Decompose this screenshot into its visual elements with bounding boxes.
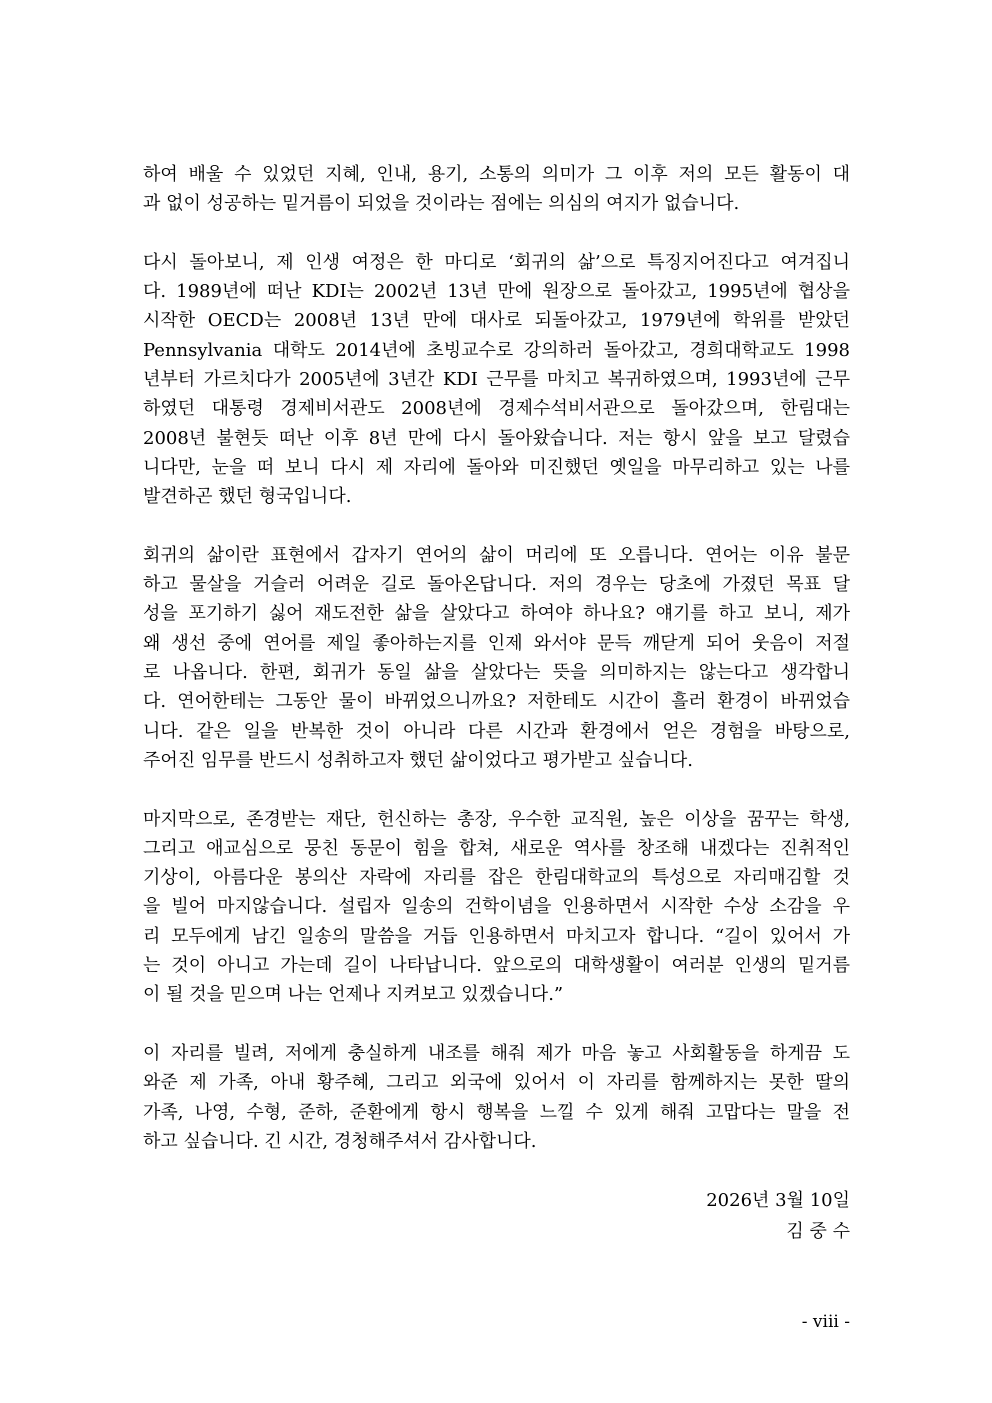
text-line: 2008년 불현듯 떠난 이후 8년 만에 다시 돌아왔습니다. 저는 항시 앞을 보고 달렸습 [143,427,850,449]
signature-block [143,1185,850,1247]
paragraph [143,248,850,512]
text-line: 는 것이 아니고 가는데 길이 나타납니다. 앞으로의 대학생활이 여러분 인생의 밑거름 [143,955,850,977]
text-line: 그리고 애교심으로 뭉친 동문이 힘을 합쳐, 새로운 역사를 창조해 내겠다는 진취적인 [143,837,850,859]
text-line: 을 빌어 마지않습니다. 설립자 일송의 건학이념을 인용하면서 시작한 수상 소감을 우 [143,896,850,918]
text-line: 다. 1989년에 떠난 KDI는 2002년 13년 만에 원장으로 돌아갔고, 1995년에 협상을 [143,281,850,303]
author-name: 김 중 수 [786,1221,850,1243]
text-line: 과 없이 성공하는 밑거름이 되었을 것이라는 점에는 의심의 여지가 없습니다. [143,193,740,215]
text-line: 성을 포기하기 싫어 재도전한 삶을 살았다고 하여야 하나요? 얘기를 하고 보니, 제가 [143,603,850,625]
text-line: 년부터 가르치다가 2005년에 3년간 KDI 근무를 마치고 복귀하였으며, 1993년에 근무 [143,369,850,391]
page-number: - viii - [801,1312,850,1332]
text-line: 시작한 OECD는 2008년 13년 만에 대사로 되돌아갔고, 1979년에 학위를 받았던 [143,310,850,332]
text-line: 기상이, 아름다운 봉의산 자락에 자리를 잡은 한림대학교의 특성으로 자리매김할 것 [143,867,850,889]
text-line: 하였던 대통령 경제비서관도 2008년에 경제수석비서관으로 돌아갔으며, 한림대는 [143,398,850,420]
text-line: 왜 생선 중에 연어를 제일 좋아하는지를 인제 와서야 문득 깨닫게 되어 웃음이 저절 [143,632,850,654]
text-line: 와준 제 가족, 아내 황주혜, 그리고 외국에 있어서 이 자리를 함께하지는 못한 딸의 [143,1072,850,1094]
text-line: 다. 연어한테는 그동안 물이 바뀌었으니까요? 저한테도 시간이 흘러 환경이 바뀌었습 [143,691,850,713]
paragraph [143,541,850,775]
text-line: 하고 싶습니다. 긴 시간, 경청해주셔서 감사합니다. [143,1130,537,1152]
text-line: 리 모두에게 남긴 일송의 말씀을 거듭 인용하면서 마치고자 합니다. “길이 있어서 가 [143,925,850,947]
text-line: 하여 배울 수 있었던 지혜, 인내, 용기, 소통의 의미가 그 이후 저의 모든 활동이 대 [143,164,850,185]
body-text [143,160,850,1247]
paragraph [143,1039,850,1156]
text-line: 로 나옵니다. 한편, 회귀가 동일 삶을 살았다는 뜻을 의미하지는 않는다고 생각합니 [143,662,850,684]
text-line: 발견하곤 했던 형국입니다. [143,486,352,508]
text-line: 이 될 것을 믿으며 나는 언제나 지켜보고 있겠습니다.” [143,984,564,1006]
closing-date: 2026년 3월 10일 [706,1190,850,1212]
text-line: Pennsylvania 대학도 2014년에 초빙교수로 강의하러 돌아갔고, 경희대학교도 1998 [143,339,850,361]
paragraph [143,160,850,219]
text-line: 주어진 임무를 반드시 성취하고자 했던 삶이었다고 평가받고 싶습니다. [143,749,694,771]
paragraph [143,805,850,1010]
text-line: 니다. 같은 일을 반복한 것이 아니라 다른 시간과 환경에서 얻은 경험을 바탕으로, [143,720,850,742]
text-line: 다시 돌아보니, 제 인생 여정은 한 마디로 ‘회귀의 삶’으로 특징지어진다고 여겨집니 [143,251,850,273]
text-line: 마지막으로, 존경받는 재단, 헌신하는 총장, 우수한 교직원, 높은 이상을 꿈꾸는 학생, [143,808,850,830]
text-line: 하고 물살을 거슬러 어려운 길로 돌아온답니다. 저의 경우는 당초에 가졌던 목표 달 [143,574,850,596]
text-line: 회귀의 삶이란 표현에서 갑자기 연어의 삶이 머리에 또 오릅니다. 연어는 이유 불문 [143,544,850,566]
text-line: 니다만, 눈을 떠 보니 다시 제 자리에 돌아와 미진했던 옛일을 마무리하고 있는 나를 [143,456,850,478]
text-line: 이 자리를 빌려, 저에게 충실하게 내조를 해줘 제가 마음 놓고 사회활동을 하게끔 도 [143,1042,850,1064]
text-line: 가족, 나영, 수형, 준하, 준환에게 항시 행복을 느낄 수 있게 해줘 고맙다는 말을 전 [143,1101,850,1123]
